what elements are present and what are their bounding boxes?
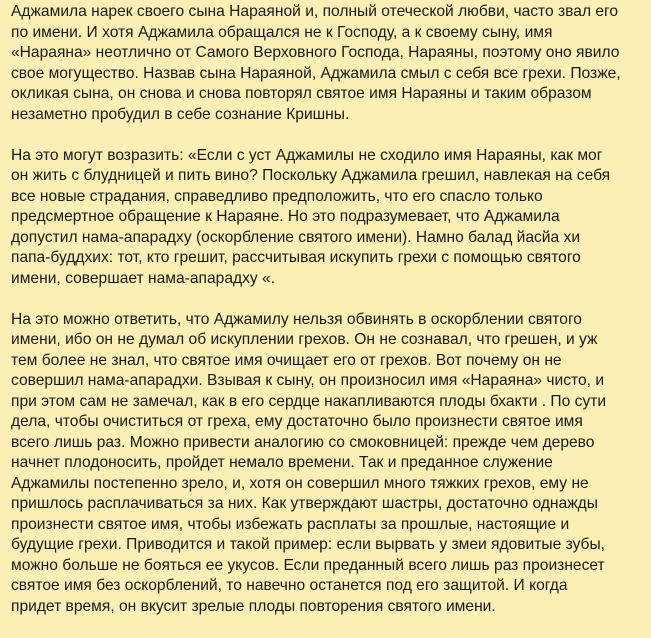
text-line: На это могут возразить: «Если с уст Аджамилы не сходило имя Нараяны, как мог (11, 146, 603, 164)
text-line: придет время, он вкусит зрелые плоды повторения святого имени. (11, 597, 496, 615)
text-line: произнести святое имя, чтобы избежать расплаты за прошлые, настоящие и (11, 515, 570, 533)
text-line: начнет плодоносить, пройдет немало времени. Так и преданное служение (11, 454, 553, 471)
paragraph-1 (11, 2, 651, 125)
text-line: предсмертное обращение к Нараяне. Но это подразумевает, что Аджамила (11, 208, 560, 225)
text-line: святое имя без оскорблений, то навечно останется под его защитой. И когда (11, 577, 568, 594)
text-line: окликая сына, он снова и снова повторял святое имя Нараяны и таким образом (11, 85, 592, 102)
text-line: папа-буддхих: тот, кто грешит, рассчитывая искупить грехи с помощью святого (11, 249, 581, 266)
text-line: имени, ибо он не думал об искуплении грехов. Он не сознавал, что грешен, и уж (11, 331, 598, 348)
text-line: будущие грехи. Приводится и такой пример: если вырвать у змеи ядовитые зубы, (11, 536, 606, 553)
text-line: все новые страдания, справедливо предположить, что его спасло только (11, 187, 543, 205)
text-line: пришлось расплачиваться за них. Как утверждают шастры, достаточно однажды (11, 495, 598, 512)
text-line: тем более не знал, что святое имя очищает его от грехов. Вот почему он не (11, 351, 562, 369)
text-line: он жить с блудницей и пить вино? Поскольку Аджамила грешил, навлекая на себя (11, 167, 611, 184)
text-line: незаметно пробудил в себе сознание Кришны. (11, 105, 350, 123)
text-line: На это можно ответить, что Аджамилу нельзя обвинять в оскорблении святого (11, 310, 582, 328)
text-line: совершил нама-апарадхи. Взывая к сыну, он произносил имя «Нараяна» чисто, и (11, 372, 605, 389)
text-line: можно больше не бояться ее укусов. Если преданный всего лишь раз произнесет (11, 556, 605, 574)
text-line: всего лишь раз. Можно привести аналогию со смоковницей: прежде чем дерево (11, 433, 595, 451)
text-line: Аджамилы постепенно зрело, и, хотя он совершил много тяжких грехов, ему не (11, 474, 589, 492)
text-line: при этом сам не замечал, как в его сердце накапливаются плоды бхакти . По сути (11, 392, 607, 410)
document-text (11, 2, 651, 638)
paragraph-2 (11, 146, 651, 290)
text-line: допустил нама-апарадху (оскорбление святого имени). Намно балад йасйа хи (11, 228, 581, 246)
text-line: по имени. И хотя Аджамила обращался не к Господу, а к своему сыну, имя (11, 23, 553, 41)
text-line: имени, совершает нама-апарадху «. (11, 269, 276, 287)
text-line: «Нараяна» неотлично от Самого Верховного Господа, Нараяны, поэтому оно явило (11, 44, 620, 61)
paragraph-3 (11, 310, 651, 618)
text-line: дела, чтобы очиститься от греха, ему достаточно было произнести святое имя (11, 413, 583, 430)
text-line: свое могущество. Назвав сына Нараяной, Аджамила смыл с себя все грехи. Позже, (11, 64, 621, 82)
text-line: Аджамила нарек своего сына Нараяной и, полный отеческой любви, часто звал его (11, 3, 619, 20)
